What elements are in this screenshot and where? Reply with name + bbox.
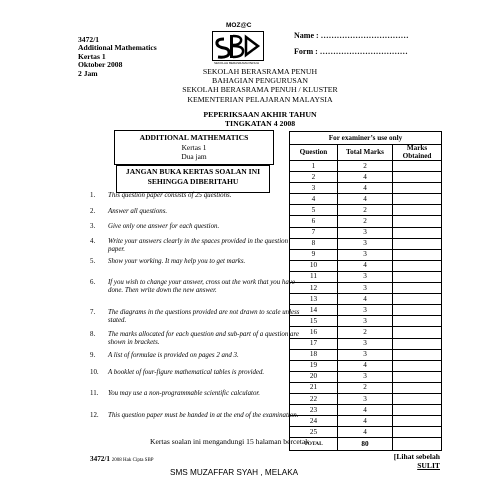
sbp-logo	[212, 24, 264, 64]
next-page-note: [Lihat sebelah	[393, 452, 440, 461]
table-row	[290, 161, 442, 172]
table-row	[290, 371, 442, 382]
table-row	[290, 416, 442, 427]
institution-line: BAHAGIAN PENGURUSAN	[212, 76, 308, 86]
marks-obtained-cell[interactable]	[393, 338, 442, 349]
table-caption: For examiner’s use only	[290, 132, 442, 145]
table-row	[290, 227, 442, 238]
question-number-cell: 1	[290, 161, 338, 172]
paper-subject: Additional Mathematics	[78, 43, 157, 53]
table-row	[290, 216, 442, 227]
instruction-text: Give only one answer for each question.	[108, 223, 220, 230]
subject-name: ADDITIONAL MATHEMATICS	[139, 133, 249, 142]
institution-line: KEMENTERIAN PELAJARAN MALAYSIA	[187, 94, 333, 104]
question-number-cell: 21	[290, 382, 338, 393]
total-marks-cell: 4	[337, 405, 392, 416]
subject-paper: Kertas 1	[181, 143, 207, 152]
paper-code: 3472/1	[78, 35, 100, 44]
table-row	[290, 382, 442, 393]
table-row	[290, 316, 442, 327]
total-marks-cell: 3	[337, 249, 392, 260]
footer-school: SMS MUZAFFAR SYAH , MELAKA	[170, 468, 299, 477]
instruction-text: A booklet of four-figure mathematical tables is provided.	[108, 369, 265, 376]
instruction-number: 7.	[90, 309, 96, 316]
question-number-cell: 18	[290, 349, 338, 360]
instruction-text: The marks allocated for each question and sub-part of a question are shown in brackets.	[108, 331, 299, 346]
paper-date: Oktober 2008	[78, 60, 123, 70]
exam-title-line2: TINGKATAN 4 2008	[224, 119, 296, 129]
marks-obtained-cell[interactable]	[393, 371, 442, 382]
total-value: 80	[337, 438, 392, 451]
table-row	[290, 405, 442, 416]
logo-text: MOZ@C	[226, 22, 252, 29]
total-marks-cell: 4	[337, 294, 392, 305]
warning-box	[116, 165, 270, 193]
marks-obtained-cell[interactable]	[393, 393, 442, 404]
subject-box	[114, 130, 274, 165]
name-field[interactable]: Name : ……………………………	[294, 31, 409, 40]
total-marks-cell: 3	[337, 349, 392, 360]
table-row	[290, 205, 442, 216]
question-number-cell: 7	[290, 227, 338, 238]
paper-number: Kertas 1	[78, 51, 106, 61]
instruction-text: The diagrams in the questions provided are not drawn to scale unless stated.	[108, 309, 300, 324]
question-number-cell: 25	[290, 427, 338, 438]
total-marks-cell: 3	[337, 371, 392, 382]
exam-title	[110, 110, 410, 128]
institution-line: SEKOLAH BERASRAMA PENUH	[202, 67, 318, 76]
question-number-cell: 13	[290, 294, 338, 305]
instruction-text: Answer all questions.	[108, 208, 168, 215]
question-number-cell: 17	[290, 338, 338, 349]
instruction-text: If you wish to change your answer, cross out the work that you have done. Then write down the new answer.	[108, 279, 295, 294]
question-number-cell: 11	[290, 271, 338, 282]
warning-line1: JANGAN BUKA KERTAS SOALAN INI	[125, 167, 261, 176]
marks-obtained-cell[interactable]	[393, 427, 442, 438]
marks-obtained-cell[interactable]	[393, 327, 442, 338]
marks-obtained-cell[interactable]	[393, 216, 442, 227]
instruction-number: 4.	[90, 238, 96, 245]
question-number-cell: 16	[290, 327, 338, 338]
header-total-marks: Total Marks	[337, 145, 392, 161]
marks-obtained-cell[interactable]	[393, 294, 442, 305]
question-number-cell: 22	[290, 393, 338, 404]
form-field[interactable]: Form : ……………………………	[294, 47, 408, 56]
instruction-number: 3.	[90, 223, 96, 230]
marks-obtained-cell[interactable]	[393, 260, 442, 271]
total-marks-cell: 4	[337, 260, 392, 271]
question-number-cell: 6	[290, 216, 338, 227]
question-number-cell: 2	[290, 172, 338, 183]
marks-obtained-cell[interactable]	[393, 316, 442, 327]
total-marks-cell: 4	[337, 172, 392, 183]
marks-obtained-cell[interactable]	[393, 416, 442, 427]
instruction-number: 2.	[90, 208, 96, 215]
total-marks-cell: 3	[337, 238, 392, 249]
examiner-marks-table	[289, 131, 442, 451]
instruction-text: Show your working. It may help you to get marks.	[108, 258, 246, 265]
table-row	[290, 349, 442, 360]
table-row	[290, 260, 442, 271]
question-number-cell: 4	[290, 194, 338, 205]
total-marks-cell: 3	[337, 338, 392, 349]
total-marks-cell: 4	[337, 194, 392, 205]
header-question: Question	[290, 145, 338, 161]
table-row	[290, 338, 442, 349]
marks-obtained-cell[interactable]	[393, 360, 442, 371]
marks-obtained-cell[interactable]	[393, 305, 442, 316]
total-marks-cell: 3	[337, 316, 392, 327]
marks-obtained-cell[interactable]	[393, 349, 442, 360]
marks-obtained-cell[interactable]	[393, 238, 442, 249]
marks-obtained-cell[interactable]	[393, 405, 442, 416]
total-marks-cell: 2	[337, 161, 392, 172]
total-marks-cell: 2	[337, 216, 392, 227]
sulit-label: SULIT	[417, 461, 440, 470]
question-number-cell: 12	[290, 283, 338, 294]
question-number-cell: 9	[290, 249, 338, 260]
table-row	[290, 393, 442, 404]
total-marks-cell: 4	[337, 416, 392, 427]
exam-title-line1: PEPERIKSAAN AKHIR TAHUN	[203, 110, 317, 119]
question-number-cell: 19	[290, 360, 338, 371]
footer-code-block	[90, 455, 154, 463]
table-row	[290, 172, 442, 183]
table-row	[290, 305, 442, 316]
instruction-number: 10.	[90, 369, 99, 376]
table-row	[290, 271, 442, 282]
header-marks-obtained: Marks Obtained	[393, 145, 442, 161]
table-row	[290, 194, 442, 205]
question-number-cell: 8	[290, 238, 338, 249]
total-marks-cell: 3	[337, 305, 392, 316]
instruction-number: 11.	[90, 390, 99, 397]
table-row	[290, 283, 442, 294]
footer-code: 3472/1	[90, 455, 110, 463]
question-number-cell: 3	[290, 183, 338, 194]
table-row	[290, 238, 442, 249]
table-row	[290, 427, 442, 438]
institution-line: SEKOLAH BERASRAMA PENUH / KLUSTER	[182, 85, 338, 95]
total-label: TOTAL	[290, 438, 338, 451]
total-marks-cell: 2	[337, 327, 392, 338]
instruction-text: Write your answers clearly in the spaces provided in the question paper.	[108, 238, 289, 253]
total-marks-cell: 2	[337, 205, 392, 216]
marks-obtained-cell[interactable]	[393, 227, 442, 238]
instruction-number: 6.	[90, 279, 96, 286]
marks-obtained-cell[interactable]	[393, 183, 442, 194]
total-marks-cell: 4	[337, 360, 392, 371]
question-number-cell: 10	[290, 260, 338, 271]
footer-right	[370, 452, 440, 470]
marks-obtained-cell[interactable]	[393, 249, 442, 260]
instruction-number: 1.	[90, 192, 96, 199]
total-marks-cell: 3	[337, 393, 392, 404]
total-marks-cell: 3	[337, 227, 392, 238]
total-marks-cell: 3	[337, 271, 392, 282]
table-row	[290, 327, 442, 338]
total-marks-cell: 4	[337, 183, 392, 194]
table-row	[290, 294, 442, 305]
instruction-number: 12.	[90, 412, 99, 419]
question-number-cell: 14	[290, 305, 338, 316]
question-number-cell: 23	[290, 405, 338, 416]
question-number-cell: 20	[290, 371, 338, 382]
instruction-text: You may use a non-programmable scientific calculator.	[108, 390, 261, 397]
marks-obtained-cell[interactable]	[393, 382, 442, 393]
question-number-cell: 24	[290, 416, 338, 427]
table-row	[290, 360, 442, 371]
instruction-text: This question paper consists of 25 questions.	[108, 192, 232, 199]
footer-copyright: 2008 Hak Cipta SBP	[111, 458, 154, 463]
total-obtained-cell[interactable]	[393, 438, 442, 451]
marks-obtained-cell[interactable]	[393, 271, 442, 282]
total-marks-cell: 2	[337, 382, 392, 393]
instruction-number: 5.	[90, 258, 96, 265]
subject-duration: Dua jam	[181, 152, 207, 161]
instruction-number: 9.	[90, 352, 96, 359]
marks-obtained-cell[interactable]	[393, 161, 442, 172]
institution-block	[110, 67, 410, 104]
pages-note: Kertas soalan ini mengandungi 15 halaman bercetak	[150, 437, 309, 446]
table-row	[290, 183, 442, 194]
instruction-text: This question paper must be handed in at the end of the examination.	[108, 412, 299, 419]
total-marks-cell: 3	[337, 283, 392, 294]
marks-obtained-cell[interactable]	[393, 194, 442, 205]
table-row	[290, 249, 442, 260]
paper-duration: 2 Jam	[78, 68, 98, 78]
marks-obtained-cell[interactable]	[393, 205, 442, 216]
warning-line2: SEHINGGA DIBERITAHU	[147, 176, 239, 186]
instruction-number: 8.	[90, 331, 96, 338]
sbp-logo-icon	[212, 31, 264, 61]
question-number-cell: 5	[290, 205, 338, 216]
logo-caption: SEKOLAH BERASRAMA PENUH	[214, 61, 260, 65]
marks-obtained-cell[interactable]	[393, 283, 442, 294]
question-number-cell: 15	[290, 316, 338, 327]
marks-obtained-cell[interactable]	[393, 172, 442, 183]
instruction-text: A list of formulae is provided on pages 2 and 3.	[108, 352, 239, 359]
total-marks-cell: 4	[337, 427, 392, 438]
